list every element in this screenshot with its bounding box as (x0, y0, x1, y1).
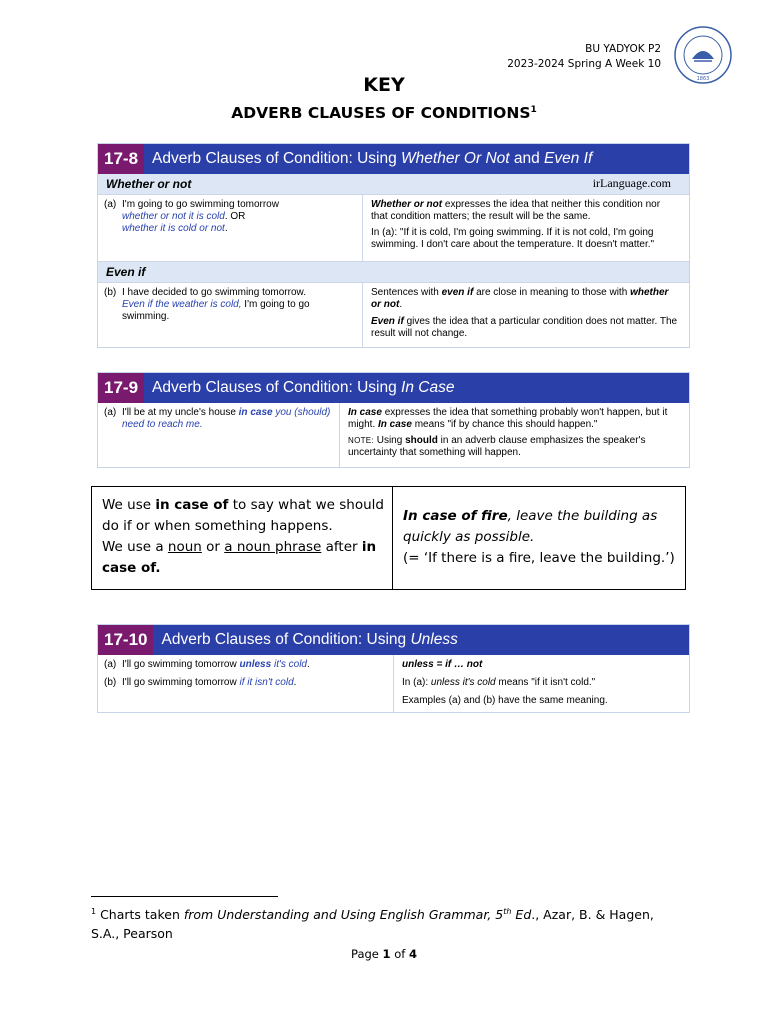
page-title: ADVERB CLAUSES OF CONDITIONS$^1$ (231, 104, 537, 122)
chart-number: 17-10 (98, 625, 153, 655)
chart-17-8 (97, 143, 690, 348)
table-row (98, 282, 689, 347)
chart-title: Adverb Clauses of Condition: Using Whether Or Not and Even If (152, 150, 593, 167)
example-cell: (a) I'm going to go swimming tomorrow whether or not it is cold. OR whether it is cold or not. (98, 195, 363, 261)
chart-title: Adverb Clauses of Condition: Using In Case (152, 379, 455, 396)
example-cell: (a) I'll go swimming tomorrow unless it's cold. (b) I'll go swimming tomorrow if it isn't cold. (98, 655, 394, 712)
header-info (507, 42, 661, 72)
section-heading: Even if (98, 261, 689, 282)
page-number: Page 1 of 4 (351, 947, 417, 961)
rule-cell: We use in case of to say what we should do if or when something happens. We use a noun or a noun phrase after in case of. (92, 487, 393, 590)
chart-number: 17-8 (98, 144, 144, 174)
explanation-cell: unless = if … not In (a): unless it's cold means "if it isn't cold." Examples (a) and (b) have the same meaning. (402, 659, 608, 706)
table-row (98, 194, 689, 261)
table-row (98, 403, 689, 467)
chart-title: Adverb Clauses of Condition: Using Unless (161, 631, 458, 648)
chart-header (98, 625, 689, 655)
footnote-divider (91, 896, 278, 897)
footnote: $^1$ Charts taken from Understanding and Using English Grammar, 5th Ed., Azar, B. & Hagen, S.A., Pearson (91, 907, 654, 942)
example-cell: (b) I have decided to go swimming tomorrow. Even if the weather is cold, I'm going to go swimming. (98, 283, 363, 347)
footnote-ref: 1 (530, 104, 537, 115)
section-heading: Whether or not irLanguage.com (98, 174, 689, 194)
course-code: BU YADYOK P2 (585, 43, 661, 55)
key-heading: KEY (363, 74, 405, 96)
in-case-of-table (91, 486, 686, 590)
example-cell: In case of fire, leave the building as quickly as possible. (= ‘If there is a fire, leave the building.’) (393, 487, 686, 590)
source-watermark: irLanguage.com (592, 176, 671, 190)
chart-header (98, 144, 689, 174)
table-row (98, 655, 689, 712)
chart-17-10 (97, 624, 690, 713)
explanation-cell: Sentences with even if are close in meaning to those with whether or not. Even if gives the idea that a particular condition does not matter. The result will not change. (371, 287, 678, 339)
example-cell: (a) I'll be at my uncle's house in case you (should) need to reach me. (98, 403, 340, 467)
explanation-cell: In case expresses the idea that something probably won't happen, but it might. In case means "if by chance this should happen." NOTE: Using should in an adverb clause emphasizes the speaker's uncertainty that something will happen. (348, 407, 668, 458)
term-week: 2023-2024 Spring A Week 10 (507, 58, 661, 70)
explanation-cell: Whether or not expresses the idea that neither this condition nor that condition matters; the result will be the same. In (a): "If it is cold, I'm going swimming. If it is not cold, I'm going swimming. I don't care about the temperature. It doesn't matter." (371, 199, 661, 250)
chart-number: 17-9 (98, 373, 144, 403)
chart-17-9 (97, 372, 690, 468)
chart-header (98, 373, 689, 403)
svg-text:1863: 1863 (696, 76, 710, 82)
